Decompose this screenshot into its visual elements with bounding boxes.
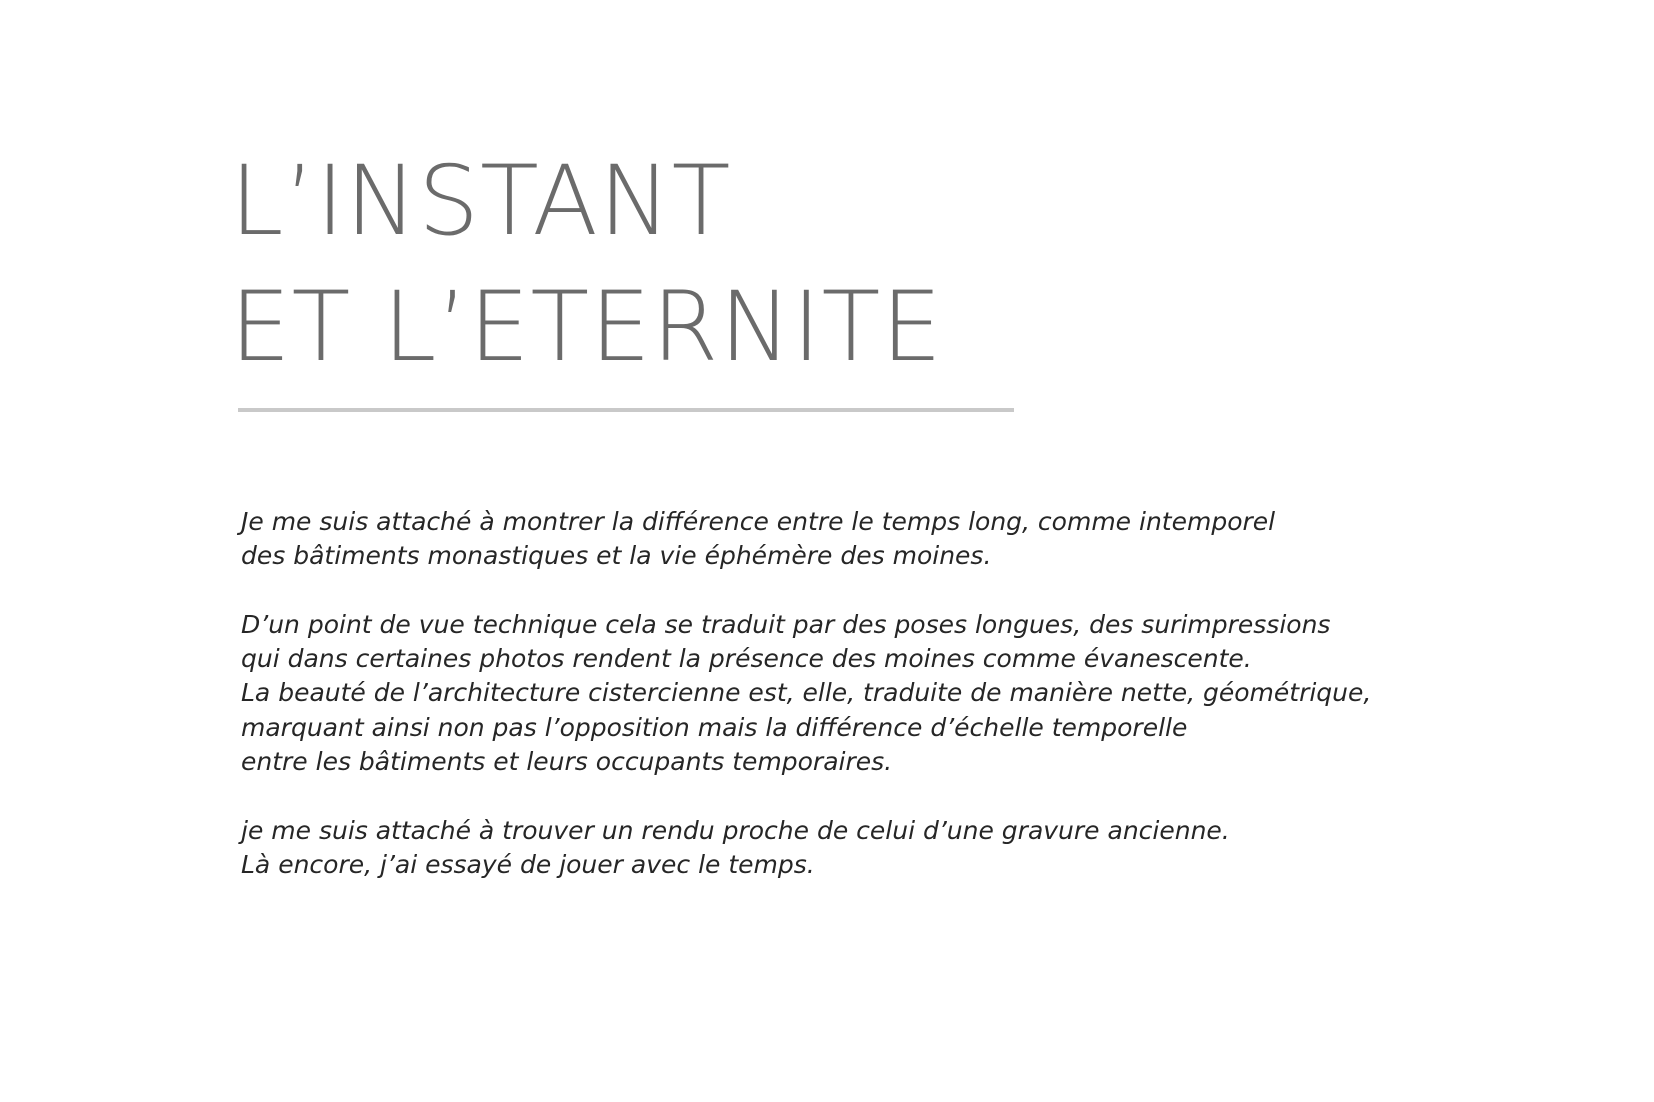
text-line: qui dans certaines photos rendent la présence des moines comme évanescente. [241, 644, 1252, 674]
text-line: des bâtiments monastiques et la vie éphémère des moines. [241, 541, 992, 571]
text-line: La beauté de l’architecture cistercienne est, elle, traduite de manière nette, géométrique, [241, 678, 1372, 708]
text-line: entre les bâtiments et leurs occupants temporaires. [241, 747, 893, 777]
body-text [241, 505, 1371, 882]
text-line: Là encore, j’ai essayé de jouer avec le temps. [241, 849, 815, 879]
text-line: je me suis attaché à trouver un rendu proche de celui d’une gravure ancienne. [241, 815, 1230, 845]
text-line: Je me suis attaché à montrer la différence entre le temps long, comme intemporel [241, 507, 1276, 536]
paragraph-2 [241, 608, 1371, 779]
text-line: D’un point de vue technique cela se traduit par des poses longues, des surimpressions [241, 609, 1331, 639]
paragraph-3 [241, 814, 1371, 883]
paragraph-1 [241, 505, 1371, 574]
title-line-1: L’INSTANT [230, 145, 732, 257]
page-title [230, 138, 943, 390]
text-line: marquant ainsi non pas l’opposition mais la différence d’échelle temporelle [241, 712, 1188, 742]
title-divider [238, 408, 1014, 412]
title-line-2: ET L’ETERNITE [230, 271, 943, 383]
